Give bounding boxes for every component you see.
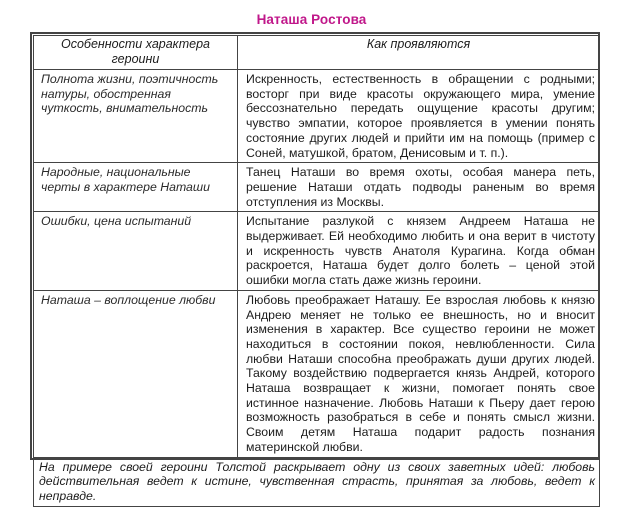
manifestation-cell: Танец Наташи во время охоты, особая манера петь, решение Наташи отдать подводы раненым во время отступления из Москвы. [238, 163, 600, 212]
table-row [34, 163, 600, 212]
feature-cell: Полнота жизни, поэтичность натуры, обостренная чуткость, внимательность [34, 70, 238, 163]
table-row [34, 290, 600, 457]
page-title: Наташа Ростова [256, 12, 367, 27]
feature-cell: Ошибки, цена испытаний [34, 212, 238, 291]
character-table-frame [30, 32, 600, 503]
table-row [34, 70, 600, 163]
table-footer-row [34, 457, 600, 506]
manifestation-cell: Испытание разлукой с князем Андреем Наташа не выдерживает. Ей необходимо любить и она верит в чистоту и искренность чувств Анатоля Курагина. Когда обман раскроется, Наташа будет долго болеть – ценой этой ошибки могла стать даже жизнь героини. [238, 212, 600, 291]
character-table [33, 35, 600, 507]
feature-cell: Народные, национальные черты в характере Наташи [34, 163, 238, 212]
header-features: Особенности характера героини [34, 36, 238, 70]
table-header-row [34, 36, 600, 70]
header-manifestation: Как проявляются [238, 36, 600, 70]
table-row [34, 212, 600, 291]
footer-conclusion: На примере своей героини Толстой раскрывает одну из своих заветных идей: любовь действительная ведет к истине, чувственная страсть, принятая за любовь, ведет к неправде. [34, 457, 600, 506]
feature-cell: Наташа – воплощение любви [34, 290, 238, 457]
manifestation-cell: Искренность, естественность в обращении с родными; восторг при виде красоты окружающего мира, умение бессознательно передать ощущение красоты другим; чувство эмпатии, которое проявляется в умении понять состояние других людей и прийти им на помощь (пример с Соней, матушкой, братом, Денисовым и т. п.). [238, 70, 600, 163]
manifestation-cell: Любовь преображает Наташу. Ее взрослая любовь к князю Андрею меняет не только ее внешность, но и вносит изменения в характер. Все существо героини не может находиться в состоянии покоя, невлюбленности. Сила любви Наташи способна преображать души других людей. Такому воздействию подвергается князь Андрей, которого Наташа возвращает к жизни, помогает понять свое истинное назначение. Любовь Наташи к Пьеру дает герою возможность разобраться в себе и понять смысл жизни. Своим детям Наташа подарит радость познания материнской любви. [238, 290, 600, 457]
